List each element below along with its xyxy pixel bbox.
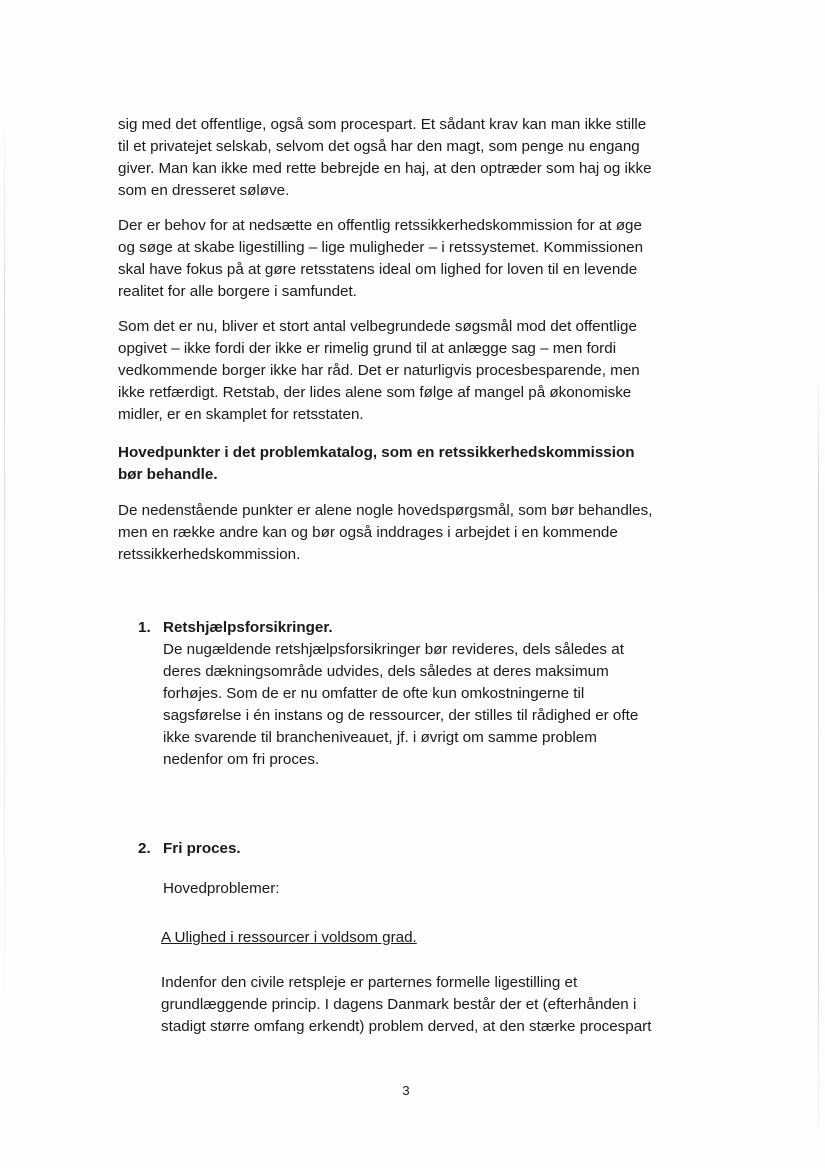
list-item-title-1: Retshjælpsforsikringer. [163,619,333,636]
scan-edge-right [818,380,819,1140]
list-item-number-2: 2. [138,840,151,857]
list-item-title-2: Fri proces. [163,840,241,857]
paragraph-continuation: sig med det offentlige, også som procespart. Et sådant krav kan man ikke stille til et privatejet selskab, selvom det også har den magt, som penge nu engang giver. Man kan ikke med rette bebrejde en haj, at den optræder som haj og ikke som en dresseret søløve. [118,116,652,199]
subsection-heading: A Ulighed i ressourcer i voldsom grad. [161,929,417,946]
paragraph-abandoned-lawsuits: Som det er nu, bliver et stort antal velbegrundede søgsmål mod det offentlige opgivet – ikke fordi der ikke er rimelig grund til at anlægge sag – men fordi vedkommende borger ikke har råd. Det er naturligvis procesbesparende, men ikke retfærdigt. Retstab, der lides alene som følge af mangel på økonomiske midler, er en skamplet for retsstaten. [118,318,640,423]
subsection-label: Hovedproblemer: [163,880,280,897]
paragraph-intro-points: De nedenstående punkter er alene nogle hovedspørgsmål, som bør behandles, men en række andre kan og bør også inddrages i arbejdet i en kommende retssikkerhedskommission. [118,502,653,563]
list-item-number-1: 1. [138,619,151,636]
section-heading: Hovedpunkter i det problemkatalog, som en retssikkerhedskommission bør behandle. [118,444,635,483]
list-item-body-1: De nugældende retshjælpsforsikringer bør revideres, dels således at deres dækningsområde udvides, dels således at deres maksimum forhøjes. Som de er nu omfatter de ofte kun omkostningerne til sagsførelse i én instans og de ressourcer, der stilles til rådighed er ofte ikke svarende til brancheniveauet, jf. i øvrigt om samme problem nedenfor om fri proces. [163,641,639,768]
page-number: 3 [402,1083,410,1098]
list-item-body-2: Indenfor den civile retspleje er parternes formelle ligestilling et grundlæggende princip. I dagens Danmark består der et (efterhånden i stadigt større omfang erkendt) problem derved, at den stærke procespart [161,974,652,1035]
paragraph-commission-need: Der er behov for at nedsætte en offentlig retssikkerhedskommission for at øge og søge at skabe ligestilling – lige muligheder – i retssystemet. Kommissionen skal have fokus på at gøre retsstatens ideal om lighed for loven til en levende realitet for alle borgere i samfundet. [118,217,644,300]
scan-edge-left [4,120,5,1020]
